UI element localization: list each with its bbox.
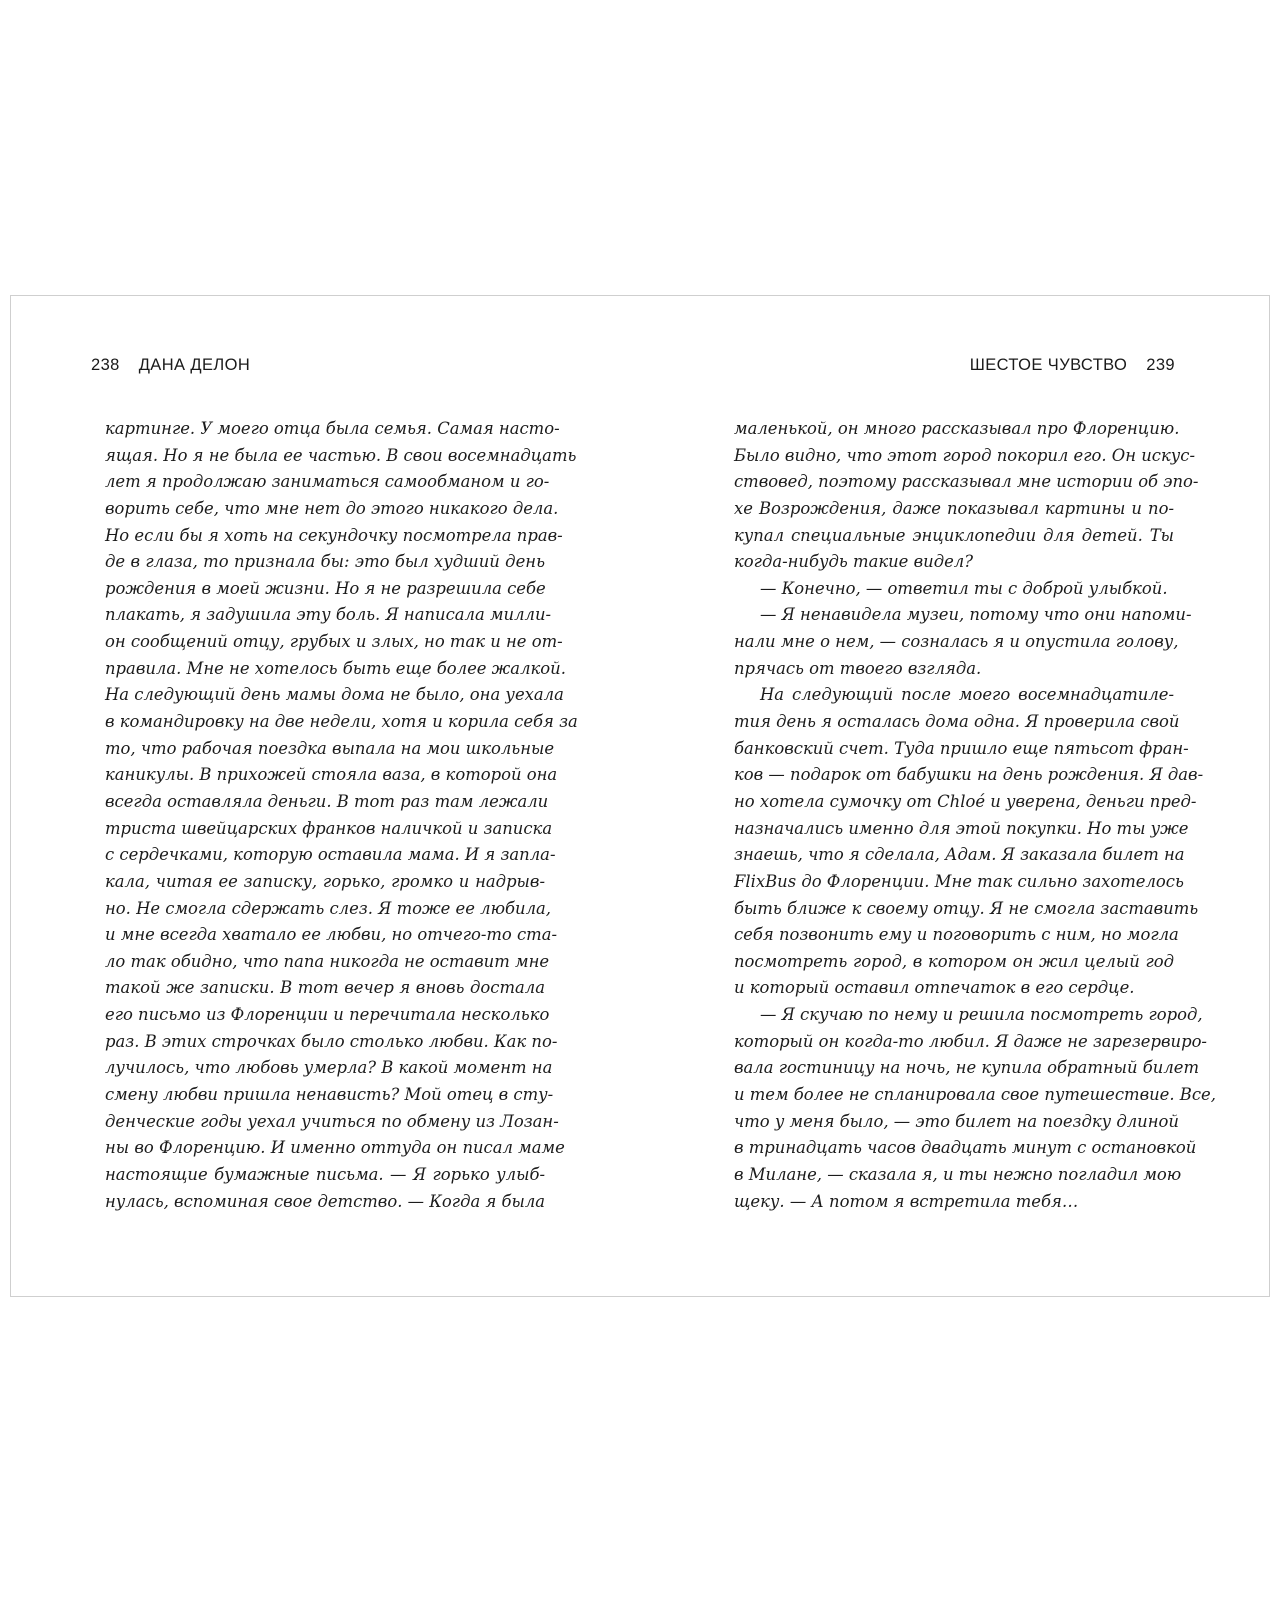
text-line: в командировку на две недели, хотя и корила себя за	[105, 712, 578, 732]
text-line: но. Не смогла сдержать слез. Я тоже ее любила,	[105, 898, 551, 918]
text-line: каникулы. В прихожей стояла ваза, в которой она	[105, 765, 558, 785]
dialogue-line: — Я ненавидела музеи, потому что они напоми-	[760, 605, 1192, 625]
text-line: FlixBus до Флоренции. Мне так сильно захотелось	[734, 871, 1184, 891]
text-line: тия день я осталась дома одна. Я проверила свой	[734, 712, 1180, 732]
text-line: когда-нибудь такие видел?	[734, 552, 974, 572]
text-line: он сообщений отцу, грубых и злых, но так и не от-	[105, 632, 563, 652]
right-book-title: ШЕСТОЕ ЧУВСТВО	[969, 356, 1128, 374]
text-line: ящая. Но я не была ее частью. В свои восемнадцать	[105, 445, 577, 465]
text-line: его письмо из Флоренции и перечитала несколько	[105, 1005, 550, 1025]
text-line: купал специальные энциклопедии для детей. Ты	[734, 525, 1174, 545]
text-line: назначались именно для этой покупки. Но ты уже	[734, 818, 1189, 838]
text-line: смену любви пришла ненависть? Мой отец в сту-	[105, 1085, 554, 1105]
left-page-text	[105, 416, 578, 1215]
right-page-number: 239	[1146, 356, 1175, 374]
text-line: ло так обидно, что папа никогда не оставит мне	[105, 951, 550, 971]
text-line: денческие годы уехал учиться по обмену из Лозан-	[105, 1111, 559, 1131]
text-line: ворить себе, что мне нет до этого никакого дела.	[105, 498, 559, 518]
text-line: рождения в моей жизни. Но я не разрешила себе	[105, 578, 546, 598]
text-line: настоящие бумажные письма. — Я горько улыб-	[105, 1164, 545, 1184]
left-running-head	[91, 356, 250, 375]
text-line: прячась от твоего взгляда.	[734, 658, 982, 678]
text-line: но хотела сумочку от Chloé и уверена, деньги пред-	[734, 791, 1197, 811]
text-line: ков — подарок от бабушки на день рождения. Я дав-	[734, 765, 1204, 785]
text-line: маленькой, он много рассказывал про Флоренцию.	[734, 419, 1180, 438]
text-line: правила. Мне не хотелось быть еще более жалкой.	[105, 658, 566, 678]
book-spread	[10, 295, 1270, 1297]
text-line: хе Возрождения, даже показывал картины и по-	[734, 498, 1174, 518]
text-line: и который оставил отпечаток в его сердце.	[734, 978, 1135, 998]
text-line: знаешь, что я сделала, Адам. Я заказала билет на	[734, 845, 1185, 865]
dialogue-line: — Конечно, — ответил ты с доброй улыбкой.	[760, 578, 1168, 598]
right-running-head	[970, 356, 1175, 375]
text-line: себя позвонить ему и поговорить с ним, но могла	[734, 925, 1179, 945]
text-line: плакать, я задушила эту боль. Я написала милли-	[105, 605, 552, 625]
text-line: нулась, вспоминая свое детство. — Когда я была	[105, 1191, 546, 1211]
text-line: который он когда-то любил. Я даже не зарезервиро-	[734, 1031, 1207, 1051]
text-line: и мне всегда хватало ее любви, но отчего-то ста-	[105, 925, 558, 945]
text-line: триста швейцарских франков наличкой и записка	[105, 818, 553, 838]
text-line: вала гостиницу на ночь, не купила обратный билет	[734, 1058, 1200, 1078]
text-line: быть ближе к своему отцу. Я не смогла заставить	[734, 898, 1199, 918]
text-line: в тринадцать часов двадцать минут с остановкой	[734, 1138, 1197, 1158]
text-line: кала, читая ее записку, горько, громко и надрыв-	[105, 871, 545, 891]
text-line: что у меня было, — это билет на поездку длиной	[734, 1111, 1179, 1131]
left-author-title: ДАНА ДЕЛОН	[138, 356, 251, 374]
text-line: лучилось, что любовь умерла? В какой момент на	[105, 1058, 553, 1078]
text-line: лет я продолжаю заниматься самообманом и го-	[105, 472, 550, 492]
text-line: ны во Флоренцию. И именно оттуда он писал маме	[105, 1138, 565, 1158]
dialogue-line: — Я скучаю по нему и решила посмотреть город,	[760, 1005, 1203, 1025]
text-line: нали мне о нем, — созналась я и опустила голову,	[734, 632, 1179, 652]
text-line: всегда оставляла деньги. В тот раз там лежали	[105, 791, 549, 811]
text-line: щеку. — А потом я встретила тебя…	[734, 1191, 1079, 1211]
text-line: На следующий день мамы дома не было, она уехала	[105, 685, 564, 705]
text-line: ствовед, поэтому рассказывал мне истории об эпо-	[734, 472, 1199, 492]
text-line: картинге. У моего отца была семья. Самая насто-	[105, 419, 560, 438]
text-line: и тем более не спланировала свое путешествие. Все,	[734, 1085, 1216, 1105]
left-page-number: 238	[91, 356, 120, 374]
text-line: де в глаза, то признала бы: это был худший день	[105, 552, 545, 572]
text-line: Но если бы я хоть на секундочку посмотрела прав-	[105, 525, 563, 545]
text-line: посмотреть город, в котором он жил целый год	[734, 951, 1174, 971]
text-line: в Милане, — сказала я, и ты нежно погладил мою	[734, 1164, 1182, 1184]
text-line: банковский счет. Туда пришло еще пятьсот фран-	[734, 738, 1189, 758]
paragraph-start-line: На следующий после моего восемнадцатиле-	[760, 685, 1174, 705]
text-line: раз. В этих строчках было столько любви. Как по-	[105, 1031, 558, 1051]
right-page-text	[734, 416, 1216, 1215]
text-line: то, что рабочая поездка выпала на мои школьные	[105, 738, 555, 758]
text-line: с сердечками, которую оставила мама. И я запла-	[105, 845, 556, 865]
text-line: Было видно, что этот город покорил его. Он искус-	[734, 445, 1195, 465]
text-line: такой же записки. В тот вечер я вновь достала	[105, 978, 545, 998]
